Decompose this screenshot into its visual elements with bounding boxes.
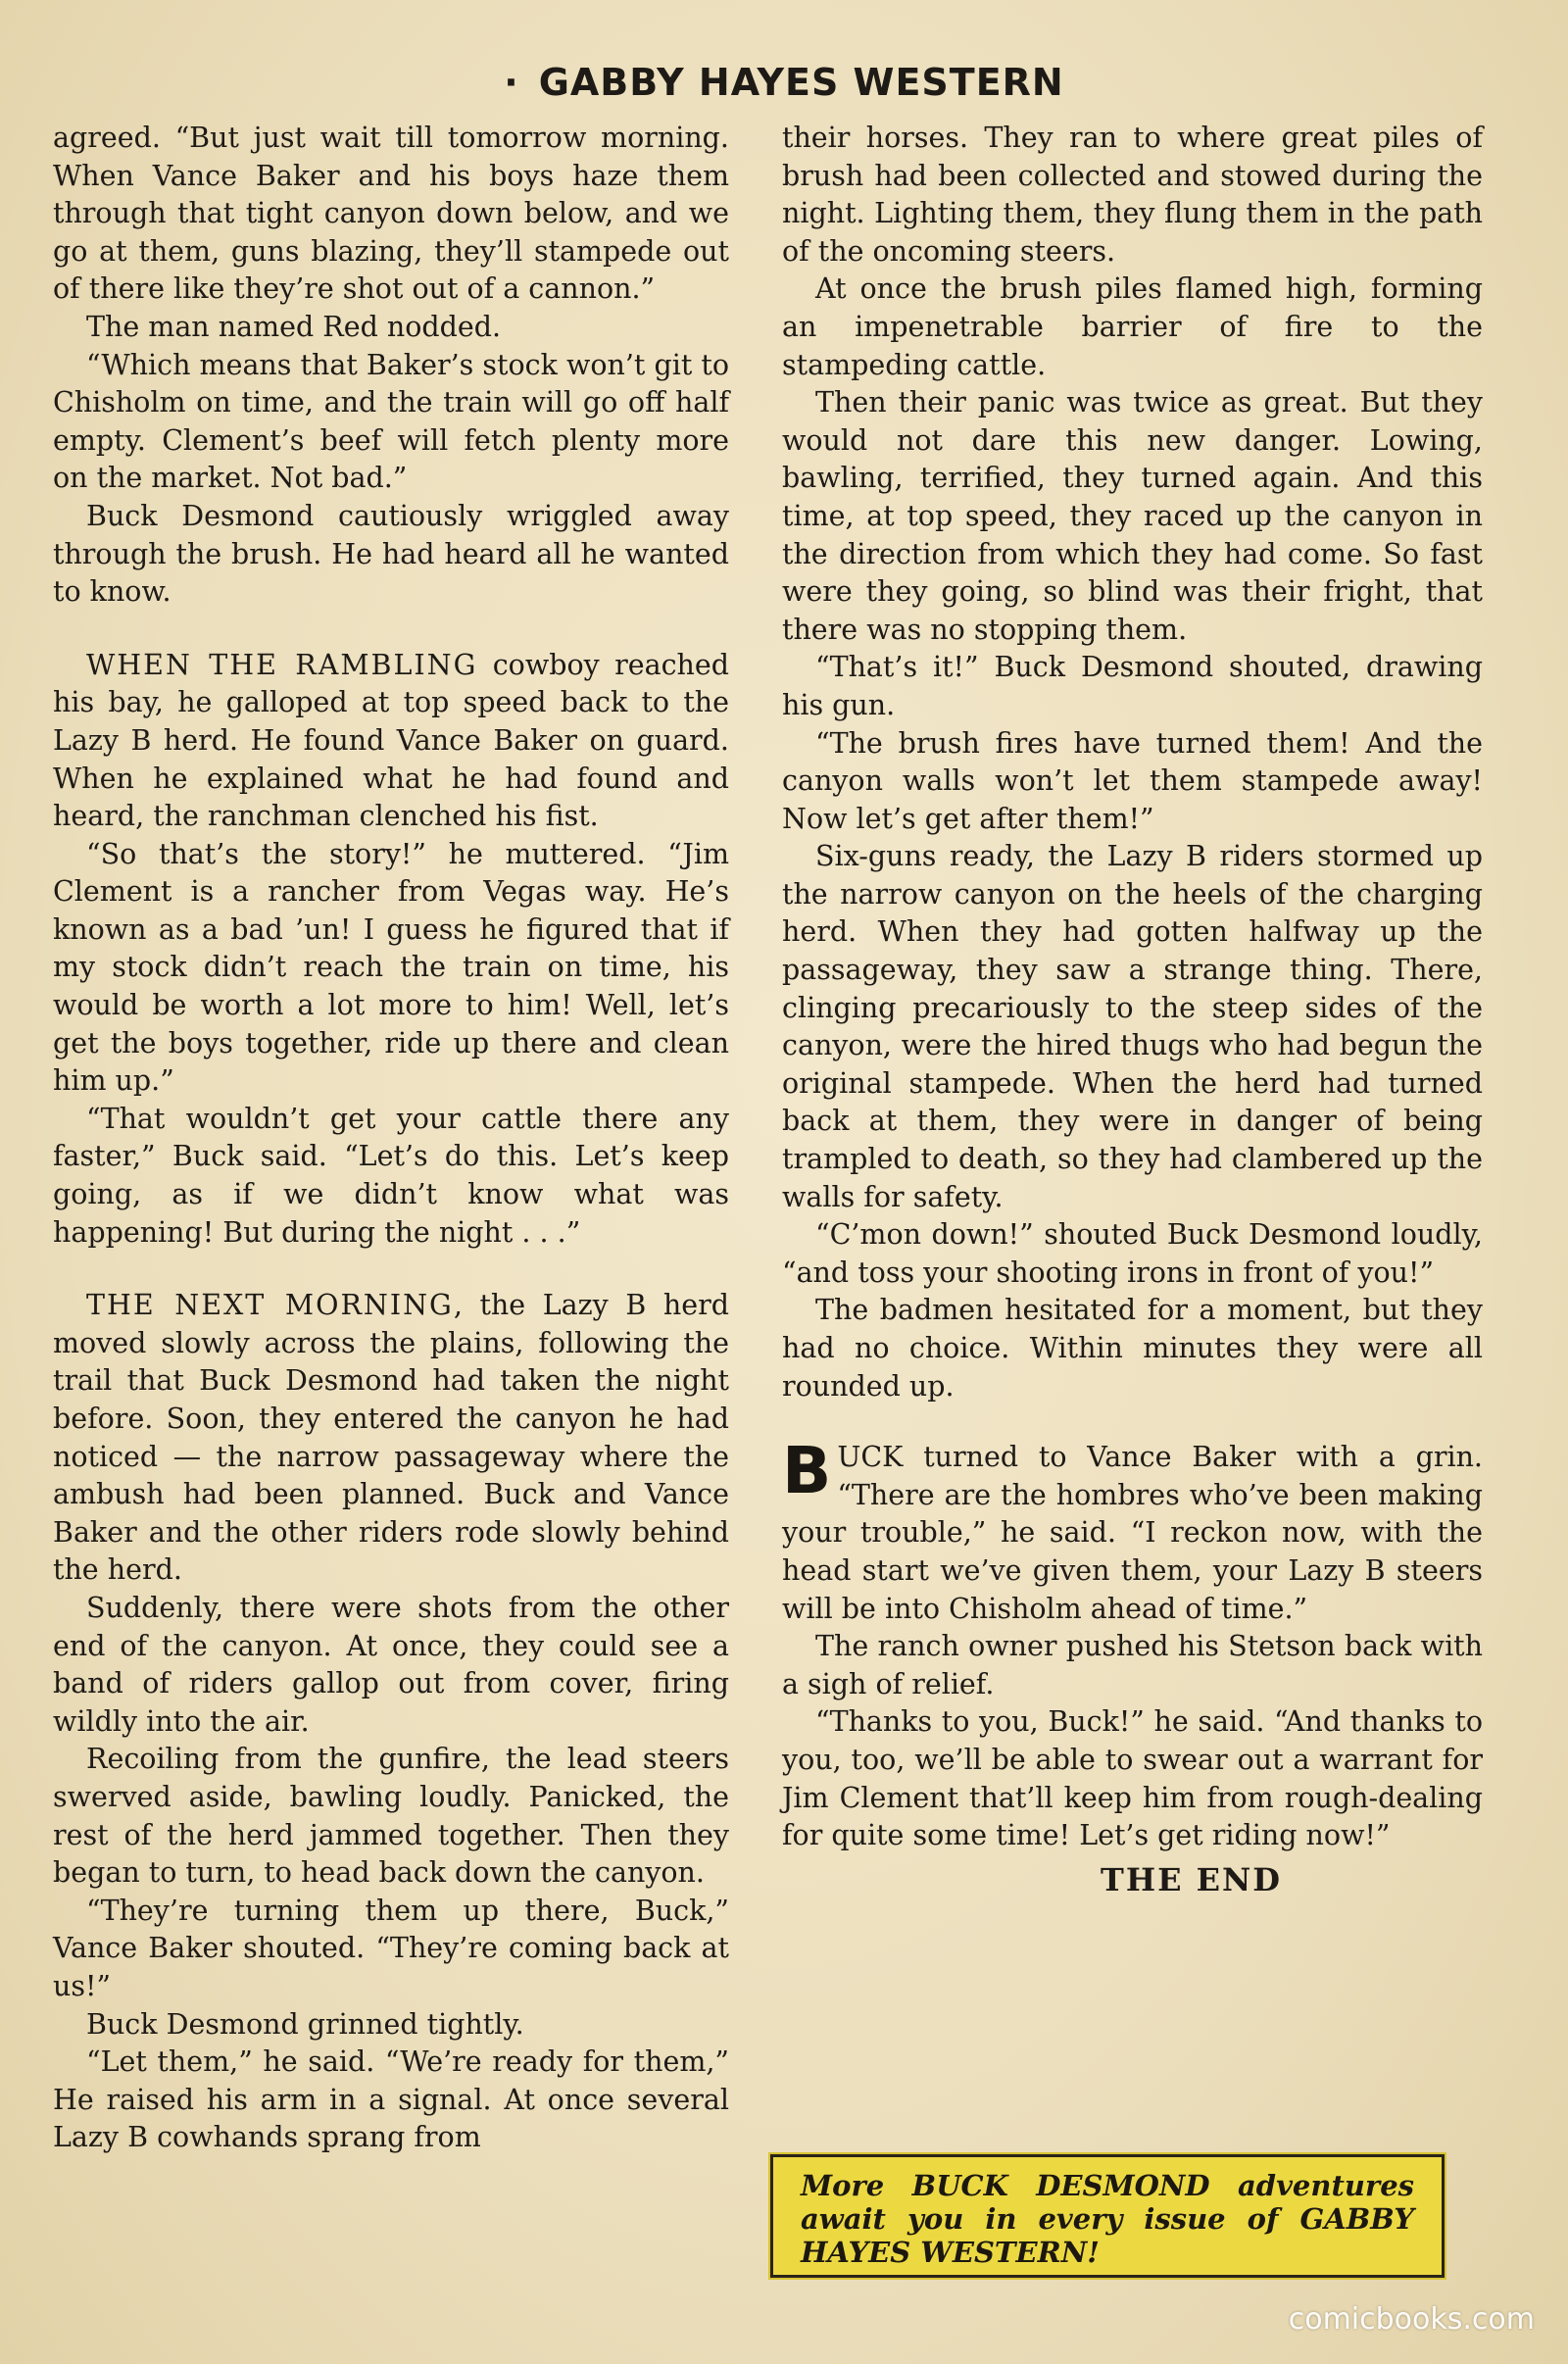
story-paragraph: “Let them,” he said. “We’re ready for them,” He raised his arm in a signal. At once several Lazy B cowhands sprang from [53,2045,729,2154]
story-paragraph: Buck Desmond cautiously wriggled away through the brush. He had heard all he wanted to know. [53,499,729,609]
section-lead: THE NEXT MORNING [86,1289,454,1322]
story-paragraph: their horses. They ran to where great piles of brush had been collected and stowed during the night. Lighting them, they flung them in the path of the oncoming steers. [782,122,1483,268]
story-paragraph: agreed. “But just wait till tomorrow morning. When Vance Baker and his boys haze them through that tight canyon down below, and we go at them, guns blazing, they’ll stampede out of there like they’re shot out of a cannon.” [53,122,729,306]
story-paragraph: The ranch owner pushed his Stetson back with a sigh of relief. [782,1630,1483,1700]
story-paragraph: “They’re turning them up there, Buck,” Vance Baker shouted. “They’re coming back at us!” [53,1894,729,2002]
story-paragraph: “That’s it!” Buck Desmond shouted, drawing his gun. [782,651,1483,721]
story-paragraph: Six-guns ready, the Lazy B riders stormed up the narrow canyon on the heels of the charging herd. When they had gotten halfway up the passageway, they saw a strange thing. There, clinging precariously to the steep sides of the canyon, were the hired thugs who had begun the original stampede. When the herd had turned back at them, they were in danger of being trampled to death, so they had clambered up the walls for safety. [782,840,1483,1213]
story-paragraph: “Which means that Baker’s stock won’t git to Chisholm on time, and the train will go off half empty. Clement’s beef will fetch plenty more on the market. Not bad.” [53,348,729,495]
header-title: GABBY HAYES WESTERN [538,61,1064,104]
story-paragraph: “That wouldn’t get your cattle there any faster,” Buck said. “Let’s do this. Let’s keep going, as if we didn’t know what was happening! But during the night . . .” [53,1102,729,1249]
watermark: comicbooks.com [1288,2302,1535,2337]
section-paragraph [53,647,729,836]
page-header [0,61,1568,104]
story-paragraph: Recoiling from the gunfire, the lead steers swerved aside, bawling loudly. Panicked, the rest of the herd jammed together. Then they began to turn, to head back down the canyon. [53,1743,729,1890]
story-paragraph: The man named Red nodded. [86,310,502,343]
story-paragraph: Suddenly, there were shots from the other end of the canyon. At once, they could see a band of riders gallop out from cover, firing wildly into the air. [53,1591,729,1738]
drop-cap: B [782,1433,832,1509]
story-paragraph: The badmen hesitated for a moment, but they had no choice. Within minutes they were all rounded up. [782,1294,1483,1403]
story-paragraph: Buck Desmond grinned tightly. [86,2007,524,2041]
story-paragraph: “The brush fires have turned them! And the canyon walls won’t let them stampede away! Now let’s get after them!” [782,726,1483,835]
section-lead-tail: cowboy [477,648,600,681]
story-paragraph-text: UCK turned to Vance Baker with a grin. “There are the hombres who’ve been making your trouble,” he said. “I reckon now, with the head start we’ve given them, your Lazy B steers will be into Chisholm ahead of time.” [782,1441,1483,1625]
story-paragraph: “C’mon down!” shouted Buck Desmond loudly, “and toss your shooting irons in front of you!” [782,1218,1483,1289]
story-paragraph-text: reached his bay, he galloped at top speed back to the Lazy B herd. He found Vance Baker on guard. When he explained what he had found and heard, the ranchman clenched his fist. [53,648,730,833]
promo-text: More BUCK DESMOND adventures await you in every issue of GABBY HAYES WESTERN! [801,2169,1414,2269]
section-paragraph [53,1287,729,1590]
story-paragraph-text: , the Lazy B herd moved slowly across the plains, following the trail that Buck Desmond had taken the night before. Soon, they entered the canyon he had noticed — the narrow passageway where the ambush had been planned. Buck and Vance Baker and the other riders rode slowly behind the herd. [53,1289,729,1587]
section-paragraph [782,1433,1483,1628]
story-paragraph: At once the brush piles flamed high, forming an impenetrable barrier of fire to the stampeding cattle. [782,272,1483,381]
right-column [782,120,1483,1898]
left-column [53,120,729,2157]
story-paragraph: “Thanks to you, Buck!” he said. “And thanks to you, too, we’ll be able to swear out a warrant for Jim Clement that’ll keep him from rough-dealing for quite some time! Let’s get riding now!” [782,1705,1483,1852]
header-dot: · [504,61,519,104]
the-end-label: THE END [1101,1860,1282,1898]
section-lead: WHEN THE RAMBLING [86,648,478,681]
promo-box [770,2154,1445,2278]
story-paragraph: Then their panic was twice as great. But they would not dare this new danger. Lowing, bawling, terrified, they turned again. And this time, at top speed, they raced up the canyon in the direction from which they had come. So fast were they going, so blind was their fright, that there was no stopping them. [782,386,1483,646]
story-paragraph: “So that’s the story!” he muttered. “Jim Clement is a rancher from Vegas way. He’s known as a bad ’un! I guess he figured that if my stock didn’t reach the train on time, his would be worth a lot more to him! Well, let’s get the boys together, ride up there and clean him up.” [53,837,729,1098]
